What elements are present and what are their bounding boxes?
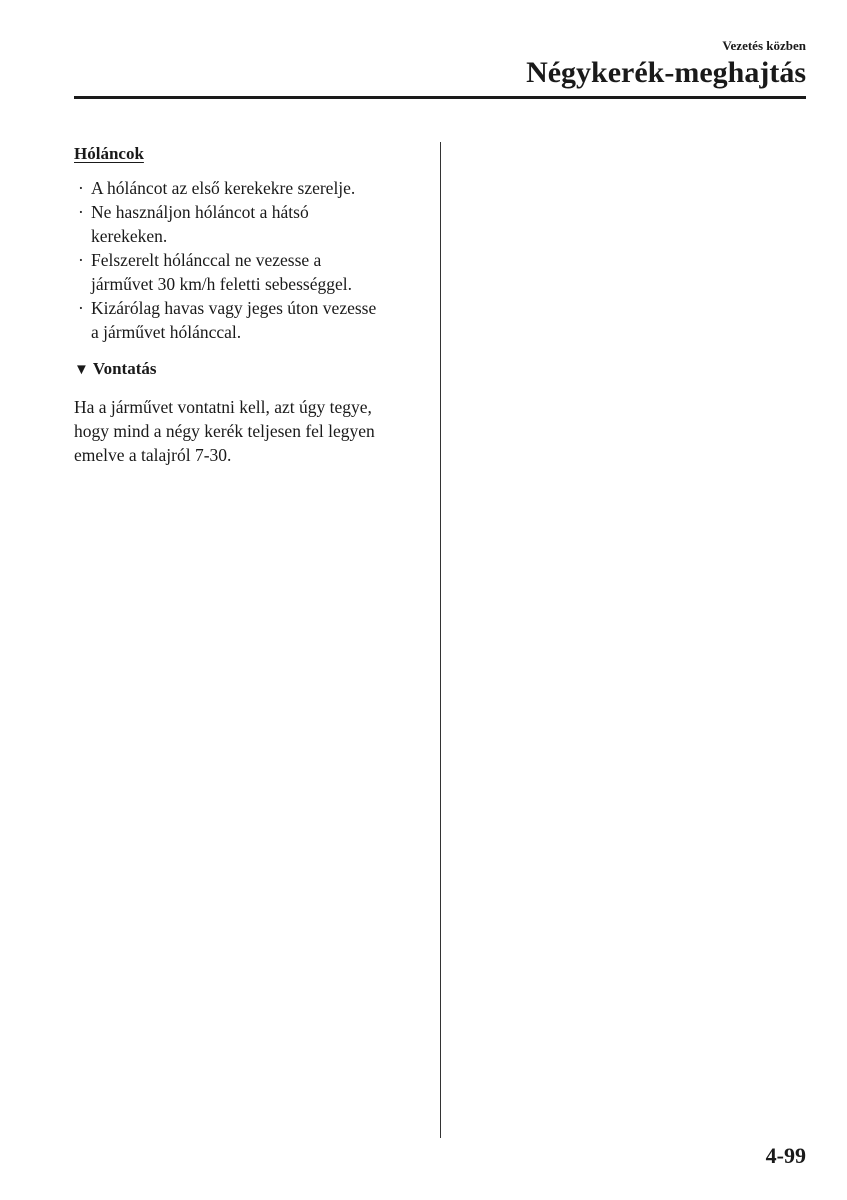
paragraph-line: emelve a talajról 7-30.	[74, 445, 232, 465]
snow-chains-heading: Hóláncok	[74, 144, 144, 163]
list-item-line: a járművet hólánccal.	[91, 322, 242, 342]
bullet-icon: ·	[78, 202, 84, 222]
list-item	[74, 176, 424, 200]
list-item-line: járművet 30 km/h feletti sebességgel.	[91, 274, 352, 294]
bullet-icon: ·	[78, 178, 84, 198]
list-item	[74, 248, 424, 296]
header-rule	[74, 96, 806, 99]
list-item	[74, 296, 424, 344]
page-title: Négykerék-meghajtás	[526, 56, 806, 89]
list-item-line: kerekeken.	[91, 226, 168, 246]
bullet-icon: ·	[78, 298, 84, 318]
towing-heading-text: Vontatás	[92, 359, 157, 378]
triangle-down-icon: ▼	[74, 362, 89, 378]
list-item-line: Ne használjon hóláncot a hátsó	[91, 202, 309, 222]
list-item-line: Kizárólag havas vagy jeges úton vezesse	[91, 298, 377, 318]
column-divider	[440, 142, 441, 1138]
snow-chains-list	[74, 176, 424, 344]
towing-heading	[74, 357, 424, 382]
bullet-icon: ·	[78, 250, 84, 270]
chapter-label: Vezetés közben	[722, 38, 806, 53]
list-item	[74, 200, 424, 248]
paragraph-line: Ha a járművet vontatni kell, azt úgy tegye,	[74, 397, 372, 417]
paragraph-line: hogy mind a négy kerék teljesen fel legyen	[74, 421, 375, 441]
page-number: 4-99	[765, 1143, 806, 1168]
list-item-line: Felszerelt hólánccal ne vezesse a	[91, 250, 322, 270]
towing-paragraph	[74, 395, 424, 467]
list-item-line: A hóláncot az első kerekekre szerelje.	[91, 178, 356, 198]
left-column	[74, 142, 424, 467]
